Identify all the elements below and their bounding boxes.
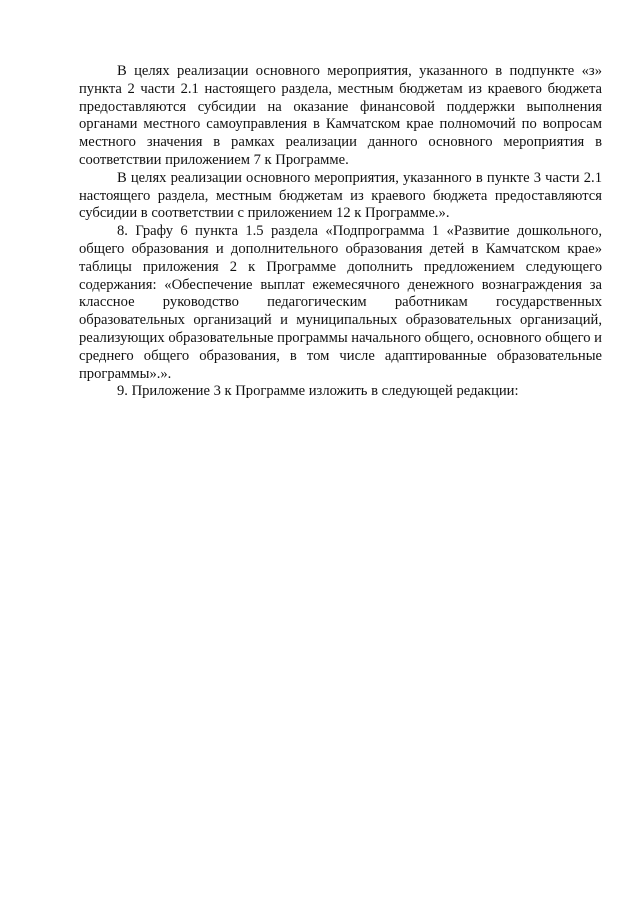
paragraph-item-8: 8. Графу 6 пункта 1.5 раздела «Подпрограмма 1 «Развитие дошкольного, общего образования и дополнительного образования детей в Камчатском крае» таблицы приложения 2 к Программе дополнить предложением следующего содержания: «Обеспечение выплат ежемесячного денежного вознаграждения за классное руководство педагогическим работникам государственных образовательных организаций и муниципальных образовательных организаций, реализующих образовательные программы начального общего, основного общего и среднего общего образования, в том числе адаптированные образовательные программы».». [79,223,602,382]
paragraph-subsidy-3: В целях реализации основного мероприятия, указанного в пункте 3 части 2.1 настоящего раздела, местным бюджетам из краевого бюджета предоставляются субсидии в соответствии с приложением 12 к Программе.». [79,169,602,222]
paragraph-subsidy-z: В целях реализации основного мероприятия, указанного в подпункте «з» пункта 2 части 2.1 настоящего раздела, местным бюджетам из краевого бюджета предоставляются субсидии на оказание финансовой поддержки выполнения органами местного самоуправления в Камчатском крае полномочий по вопросам местного значения в рамках реализации данного основного мероприятия в соответствии приложением 7 к Программе. [79,63,602,168]
paragraph-item-9: 9. Приложение 3 к Программе изложить в следующей редакции: [117,383,519,400]
document-body [79,63,602,401]
